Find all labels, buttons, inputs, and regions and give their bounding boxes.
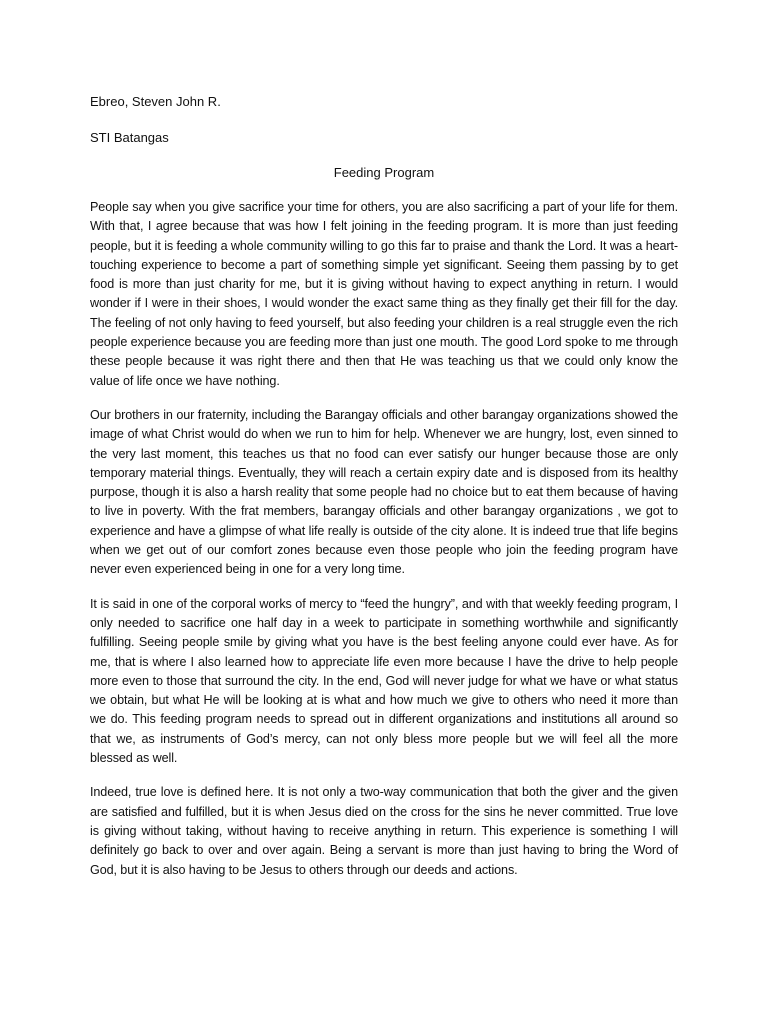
paragraph-3: It is said in one of the corporal works of mercy to “feed the hungry”, and with that weekly feeding program, I only needed to sacrifice one half day in a week to participate in something worthwhile and significantly fulfilling. Seeing people smile by giving what you have is the best feeling anyone could ever have. As for me, that is where I also learned how to appreciate life even more because I have the drive to help people more even to those that surround the city. In the end, God will never judge for what we have or what status we obtain, but what He will be looking at is what and how much we give to others who need it more than we do. This feeding program needs to spread out in different organizations and institutions all around so that we, as instruments of God’s mercy, can not only bless more people but we will feel all the more blessed as well. <box>90 596 678 766</box>
school-name: STI Batangas <box>90 130 169 145</box>
paragraph-1: People say when you give sacrifice your time for others, you are also sacrificing a part of your life for them. With that, I agree because that was how I felt joining in the feeding program. It is more than just feeding people, but it is feeding a whole community willing to go this far to praise and thank the Lord. It was a heart-touching experience to become a part of something simple yet significant. Seeing them passing by to get food is more than just charity for me, but it is giving without having to expect anything in return. I would wonder if I were in their shoes, I would wonder the exact same thing as they finally get their fill for the day. The feeling of not only having to feed yourself, but also feeding your children is a real struggle even the rich people experience because you are feeding more than just one mouth. The good Lord spoke to me through these people because it was right there and then that He was teaching us that we could only know the value of life once we have nothing. <box>90 200 678 388</box>
paragraph-4: Indeed, true love is defined here. It is not only a two-way communication that both the giver and the given are satisfied and fulfilled, but it is when Jesus died on the cross for the sins he never committed. True love is giving without taking, without having to receive anything in return. This experience is something I will definitely go back to over and over again. Being a servant is more than just having to bring the Word of God, but it is also having to be Jesus to others through our deeds and actions. <box>90 785 678 877</box>
author-name: Ebreo, Steven John R. <box>90 94 221 109</box>
document-body <box>90 92 678 895</box>
document-title: Feeding Program <box>333 165 435 180</box>
paragraph-2: Our brothers in our fraternity, including the Barangay officials and other barangay organizations showed the image of what Christ would do when we run to him for help. Whenever we are hungry, lost, even sinned to the very last moment, this teaches us that no food can ever satisfy our hunger because those are only temporary material things. Eventually, they will reach a certain expiry date and is disposed from its healthy purpose, though it is also a harsh reality that some people had no choice but to eat them because of having to live in poverty. With the frat members, barangay officials and other barangay organizations , we got to experience and have a glimpse of what life really is outside of the city alone. It is indeed true that life begins when we get out of our comfort zones because even those people who join the feeding program have never even experienced being in one for a very long time. <box>90 407 678 577</box>
